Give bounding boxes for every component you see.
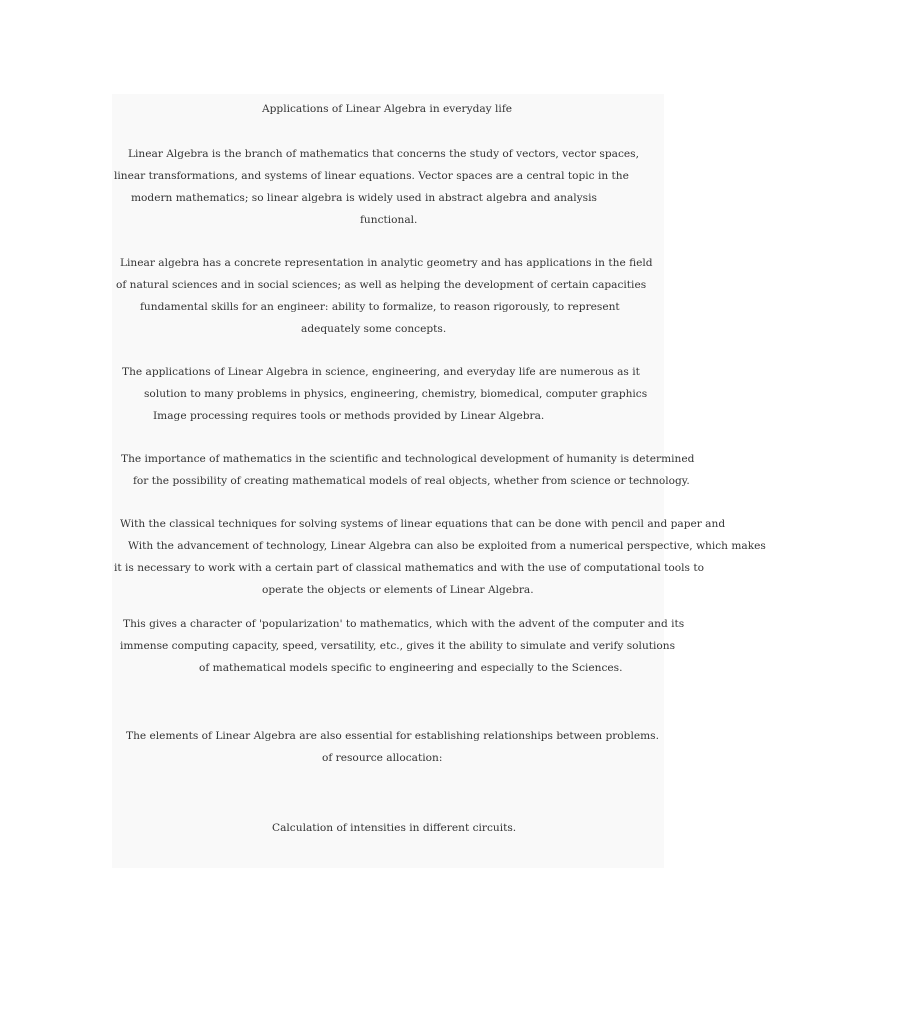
paragraph-3-line-1: The applications of Linear Algebra in science, engineering, and everyday life are numerous as it [122,366,640,378]
paragraph-5-line-4: operate the objects or elements of Linear Algebra. [262,584,534,596]
paragraph-5-line-1: With the classical techniques for solving systems of linear equations that can be done with pencil and paper and [120,518,726,530]
paragraph-5-line-2: With the advancement of technology, Linear Algebra can also be exploited from a numerical perspective, which makes [128,540,766,552]
paragraph-1-line-4: functional. [360,214,418,226]
paragraph-4-line-2: for the possibility of creating mathematical models of real objects, whether from science or technology. [133,475,690,487]
paragraph-5-line-3: it is necessary to work with a certain part of classical mathematics and with the use of computational tools to [114,562,704,574]
document-page [112,94,766,868]
paragraph-4-line-1: The importance of mathematics in the scientific and technological development of humanity is determined [121,453,695,465]
paragraph-6-line-3: of mathematical models specific to engineering and especially to the Sciences. [199,662,623,674]
paragraph-6-line-2: immense computing capacity, speed, versatility, etc., gives it the ability to simulate and verify solutions [120,640,676,652]
paragraph-3-line-3: Image processing requires tools or methods provided by Linear Algebra. [153,410,545,422]
paragraph-2-line-3: fundamental skills for an engineer: ability to formalize, to reason rigorously, to represent [140,301,620,313]
paragraph-2-line-1: Linear algebra has a concrete representation in analytic geometry and has applications in the field [120,257,653,269]
paragraph-2-line-2: of natural sciences and in social sciences; as well as helping the development of certain capacities [116,279,647,291]
paragraph-8-line-1: Calculation of intensities in different circuits. [272,822,517,834]
paragraph-3-line-2: solution to many problems in physics, engineering, chemistry, biomedical, computer graphics [144,388,648,400]
paragraph-7-line-2: of resource allocation: [322,752,443,764]
paragraph-1-line-2: linear transformations, and systems of linear equations. Vector spaces are a central topic in the [114,170,629,182]
document-title: Applications of Linear Algebra in everyday life [262,103,513,115]
paragraph-7-line-1: The elements of Linear Algebra are also essential for establishing relationships between problems. [126,730,659,742]
paragraph-1-line-3: modern mathematics; so linear algebra is widely used in abstract algebra and analysis [131,192,597,204]
paragraph-1-line-1: Linear Algebra is the branch of mathematics that concerns the study of vectors, vector spaces, [128,148,639,160]
paragraph-2-line-4: adequately some concepts. [301,323,447,335]
paragraph-6-line-1: This gives a character of 'popularization' to mathematics, which with the advent of the computer and its [123,618,685,630]
